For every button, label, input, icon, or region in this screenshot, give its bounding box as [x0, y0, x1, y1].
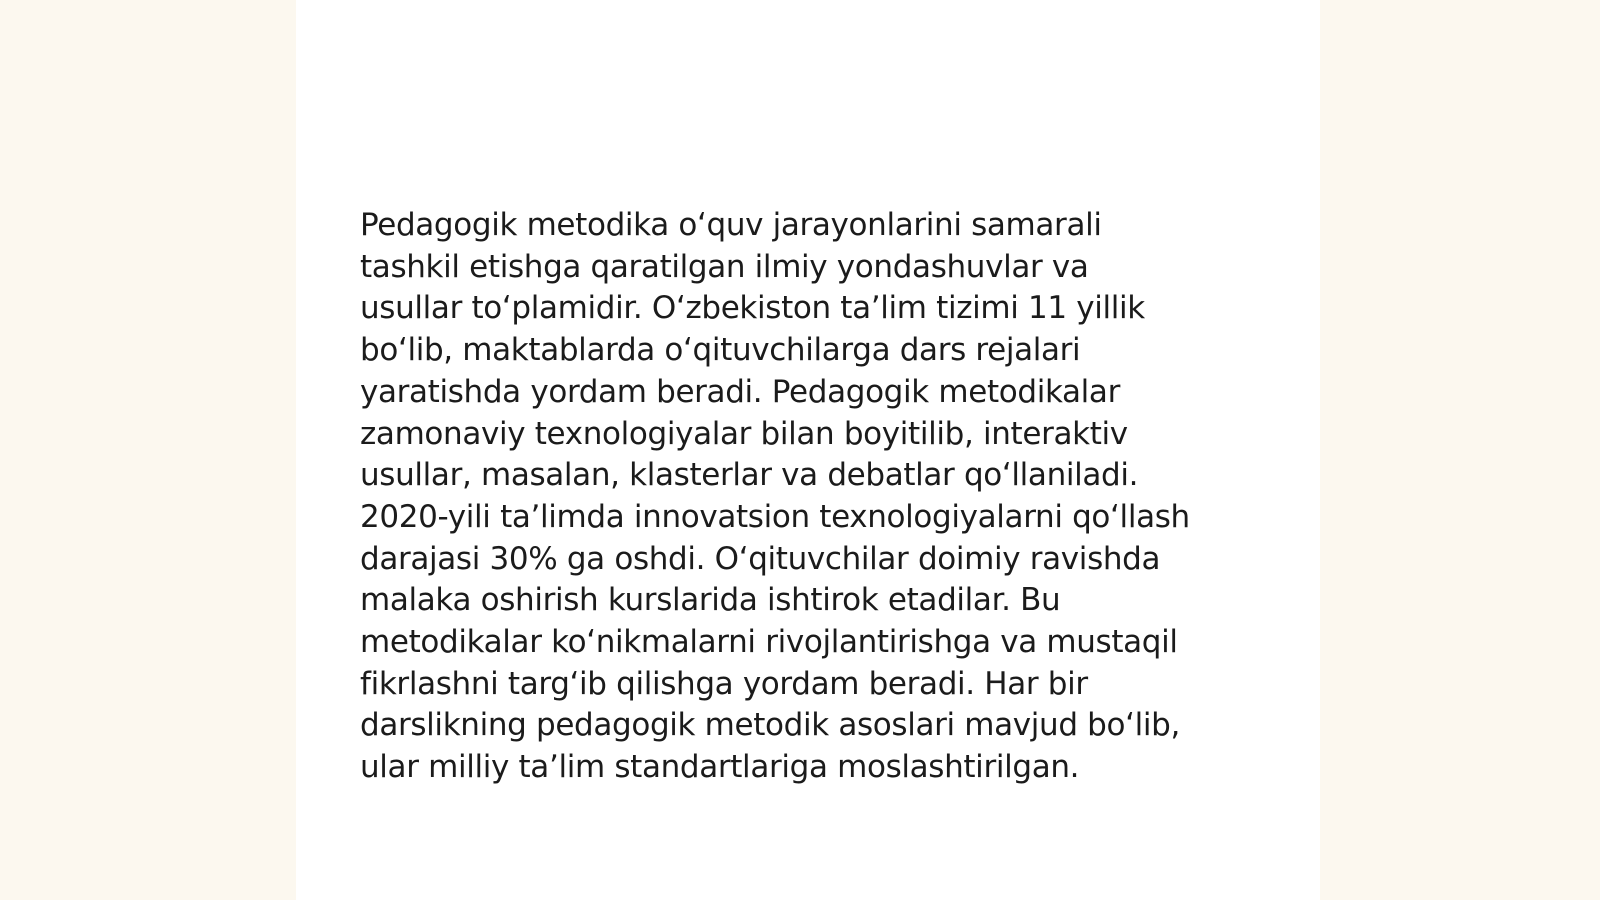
paragraph-line: usullar to‘plamidir. O‘zbekiston ta’lim tizimi 11 yillik [360, 290, 1145, 327]
paragraph-line: yaratishda yordam beradi. Pedagogik metodikalar [360, 373, 1120, 410]
paragraph-line: usullar, masalan, klasterlar va debatlar qo‘llaniladi. [360, 457, 1139, 494]
paragraph-line: ular milliy ta’lim standartlariga moslashtirilgan. [360, 749, 1080, 786]
paragraph-line: metodikalar ko‘nikmalarni rivojlantirishga va mustaqil [360, 624, 1178, 661]
paragraph-line: darajasi 30% ga oshdi. O‘qituvchilar doimiy ravishda [360, 540, 1161, 577]
paragraph-line: 2020-yili ta’limda innovatsion texnologiyalarni qo‘llash [360, 498, 1190, 535]
document-page [296, 0, 1320, 900]
paragraph-line: malaka oshirish kurslarida ishtirok etadilar. Bu [360, 582, 1061, 619]
paragraph-line: fikrlashni targ‘ib qilishga yordam beradi. Har bir [360, 665, 1088, 702]
paragraph-line: bo‘lib, maktablarda o‘qituvchilarga dars rejalari [360, 332, 1081, 369]
paragraph-line: Pedagogik metodika o‘quv jarayonlarini samarali [360, 207, 1102, 243]
paragraph-line: darslikning pedagogik metodik asoslari mavjud bo‘lib, [360, 707, 1180, 744]
paragraph-line: tashkil etishga qaratilgan ilmiy yondashuvlar va [360, 248, 1089, 285]
body-paragraph [360, 205, 1260, 789]
paragraph-line: zamonaviy texnologiyalar bilan boyitilib, interaktiv [360, 415, 1128, 452]
